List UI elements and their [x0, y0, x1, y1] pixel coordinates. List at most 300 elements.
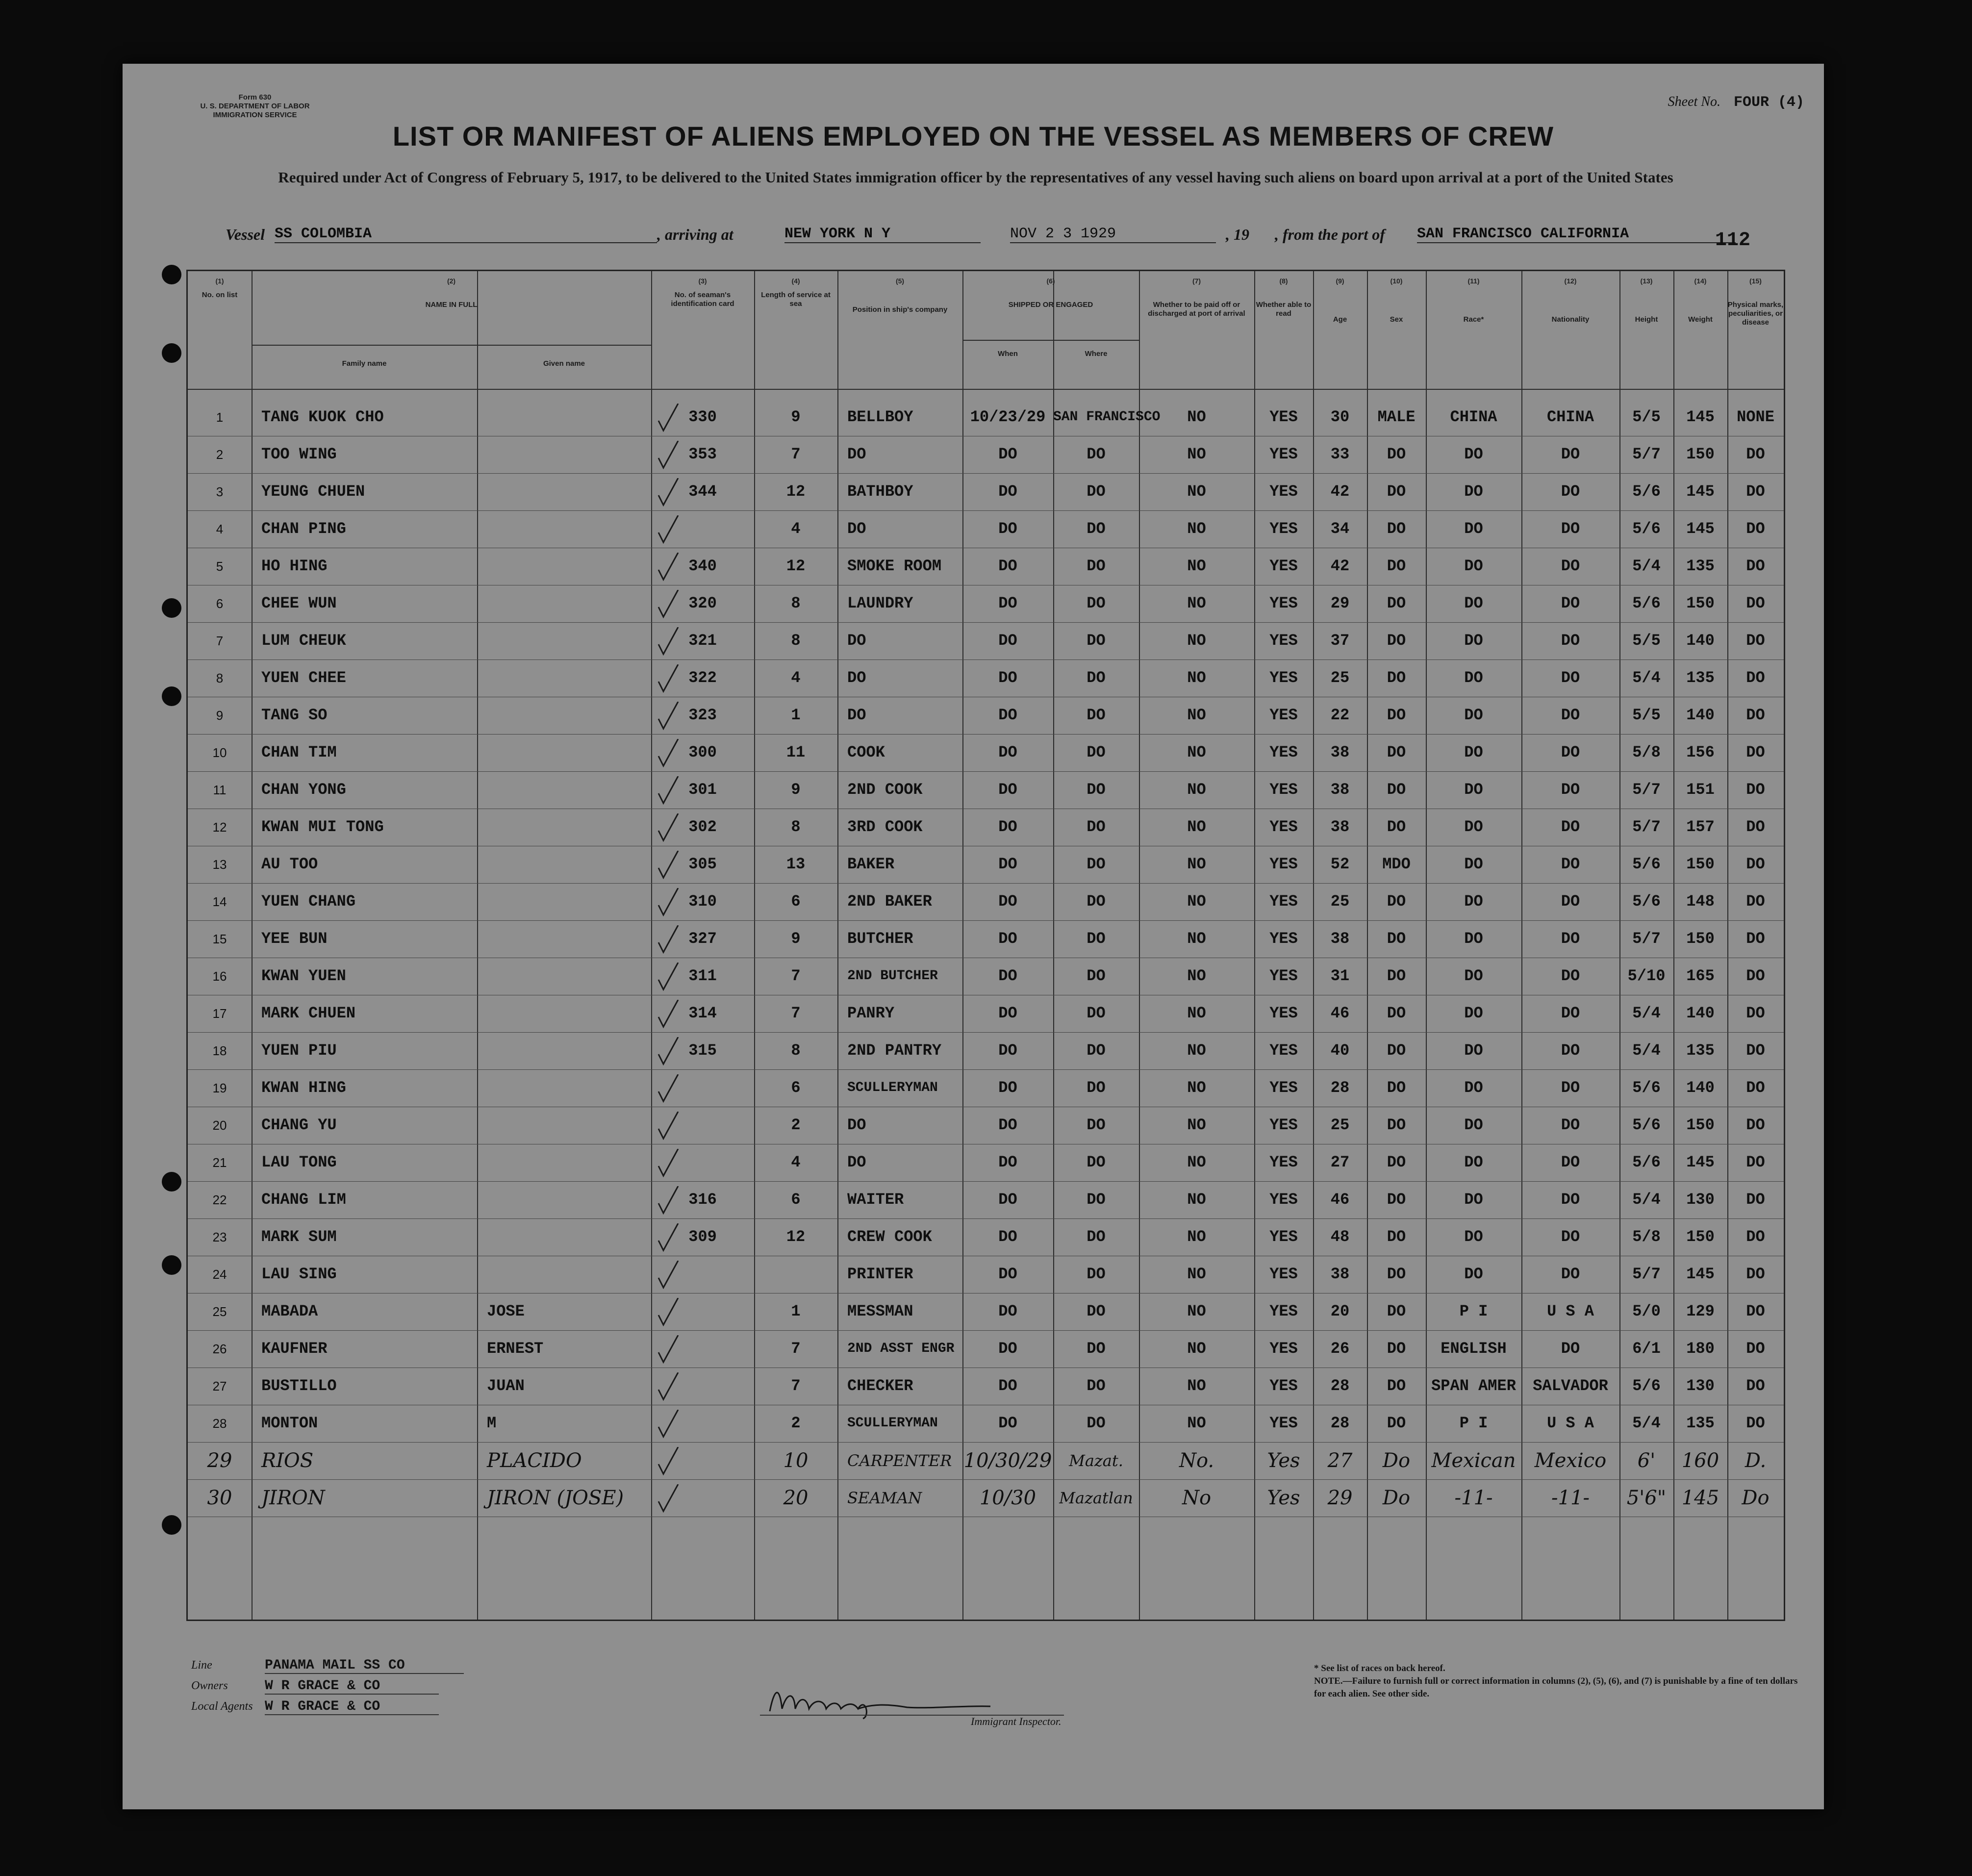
header-no-on-list: No. on list — [202, 291, 238, 299]
cell-weight: 135 — [1686, 669, 1715, 687]
cell-weight: 151 — [1686, 781, 1715, 799]
cell-position: PANRY — [847, 1004, 895, 1022]
cell-length: 4 — [791, 669, 801, 687]
cell-weight: 150 — [1686, 1228, 1715, 1246]
cell-position: CREW COOK — [847, 1228, 932, 1246]
cell-family: LAU SING — [261, 1265, 337, 1283]
cell-card: 301 — [688, 781, 717, 799]
cell-read: YES — [1269, 669, 1298, 687]
cell-nat: DO — [1561, 855, 1580, 873]
punch-hole — [162, 265, 181, 284]
cell-paid: NO — [1187, 520, 1206, 538]
cell-sex: DO — [1387, 1265, 1406, 1283]
cell-read: YES — [1269, 706, 1298, 724]
cell-family: YUEN PIU — [261, 1041, 337, 1060]
cell-weight: 130 — [1686, 1191, 1715, 1209]
cell-paid: NO — [1187, 1302, 1206, 1320]
agents-row — [191, 1696, 464, 1717]
cell-sex: DO — [1387, 1340, 1406, 1358]
cell-weight: 157 — [1686, 818, 1715, 836]
cell-n: 24 — [212, 1267, 227, 1282]
cell-length: 8 — [791, 594, 801, 612]
cell-family: CHAN TIM — [261, 743, 337, 761]
cell-read: YES — [1269, 930, 1298, 948]
cell-when: DO — [998, 1041, 1017, 1060]
cell-read: YES — [1269, 1377, 1298, 1395]
cell-weight: 140 — [1686, 706, 1715, 724]
cell-when: DO — [998, 557, 1017, 575]
cell-read: YES — [1269, 1265, 1298, 1283]
check-mark-icon — [656, 1484, 681, 1514]
cell-race: DO — [1464, 855, 1483, 873]
cell-position: BUTCHER — [847, 930, 913, 948]
from-port-value: SAN FRANCISCO CALIFORNIA — [1417, 226, 1736, 243]
cell-marks: DO — [1746, 1302, 1765, 1320]
cell-race: DO — [1464, 743, 1483, 761]
table-row — [188, 1405, 1784, 1442]
cell-when: DO — [998, 818, 1017, 836]
cell-n: 9 — [216, 708, 224, 723]
check-mark-icon — [656, 1186, 681, 1216]
cell-where: DO — [1087, 1377, 1106, 1395]
cell-given — [477, 883, 661, 920]
cell-card: 321 — [688, 632, 717, 650]
form-agency-header — [181, 93, 329, 120]
check-mark-icon — [656, 590, 681, 619]
cell-family: KWAN HING — [261, 1079, 346, 1097]
check-mark-icon — [656, 776, 681, 806]
cell-family: JIRON — [261, 1487, 325, 1509]
cell-marks: DO — [1746, 781, 1765, 799]
cell-paid: No — [1182, 1487, 1212, 1509]
cell-height: 5/4 — [1632, 1004, 1661, 1022]
cell-race: Mexican — [1431, 1449, 1516, 1472]
cell-given: JIRON (JOSE) — [487, 1487, 624, 1509]
cell-position: CHECKER — [847, 1377, 913, 1395]
cell-weight: 150 — [1686, 594, 1715, 612]
cell-age: 25 — [1330, 669, 1350, 687]
vessel-value: SS COLOMBIA — [275, 226, 657, 243]
cell-given — [477, 958, 661, 995]
cell-when: 10/30/29 — [963, 1449, 1052, 1472]
cell-age: 31 — [1330, 967, 1350, 985]
cell-paid: NO — [1187, 594, 1206, 612]
header-family-name: Family name — [342, 359, 387, 368]
cell-weight: 130 — [1686, 1377, 1715, 1395]
cell-length: 10 — [783, 1449, 809, 1472]
cell-position: LAUNDRY — [847, 594, 913, 612]
cell-read: YES — [1269, 1191, 1298, 1209]
cell-family: CHAN YONG — [261, 781, 346, 799]
cell-paid: NO — [1187, 1004, 1206, 1022]
cell-where: DO — [1087, 781, 1106, 799]
cell-where: DO — [1087, 1004, 1106, 1022]
cell-n: 10 — [212, 745, 227, 760]
table-row — [188, 995, 1784, 1032]
cell-card: 311 — [688, 967, 717, 985]
cell-when: DO — [998, 594, 1017, 612]
cell-given — [477, 473, 661, 510]
cell-read: YES — [1269, 781, 1298, 799]
cell-weight: 148 — [1686, 892, 1715, 911]
cell-n: 3 — [216, 484, 224, 499]
cell-marks: DO — [1746, 594, 1765, 612]
cell-paid: NO — [1187, 632, 1206, 650]
cell-race: DO — [1464, 1041, 1483, 1060]
cell-race: DO — [1464, 557, 1483, 575]
cell-length: 12 — [786, 557, 806, 575]
cell-sex: DO — [1387, 892, 1406, 911]
cell-where: Mazat. — [1069, 1451, 1123, 1470]
cell-given — [477, 995, 661, 1032]
cell-age: 40 — [1330, 1041, 1350, 1060]
cell-paid: NO — [1187, 1265, 1206, 1283]
cell-nat: DO — [1561, 1004, 1580, 1022]
cell-paid: NO — [1187, 818, 1206, 836]
check-mark-icon — [656, 1335, 681, 1365]
cell-n: 12 — [212, 820, 227, 835]
cell-race: DO — [1464, 520, 1483, 538]
table-row — [188, 1293, 1784, 1330]
cell-nat: U S A — [1546, 1302, 1594, 1320]
table-row — [188, 846, 1784, 883]
form-title: LIST OR MANIFEST OF ALIENS EMPLOYED ON THE VESSEL AS MEMBERS OF CREW — [392, 121, 1554, 152]
cell-when: DO — [998, 1377, 1017, 1395]
cell-length: 7 — [791, 1340, 801, 1358]
cell-where: DO — [1087, 855, 1106, 873]
cell-length: 11 — [786, 743, 806, 761]
cell-family: TANG SO — [261, 706, 328, 724]
punch-hole — [162, 686, 181, 706]
cell-given — [477, 436, 661, 473]
cell-where: DO — [1087, 1191, 1106, 1209]
table-row — [188, 771, 1784, 809]
cell-age: 38 — [1330, 818, 1350, 836]
cell-read: YES — [1269, 967, 1298, 985]
cell-nat: DO — [1561, 1228, 1580, 1246]
cell-weight: 140 — [1686, 632, 1715, 650]
cell-race: DO — [1464, 669, 1483, 687]
cell-position: BELLBOY — [847, 408, 913, 426]
cell-weight: 145 — [1686, 482, 1715, 501]
cell-family: LUM CHEUK — [261, 632, 346, 650]
cell-age: 30 — [1330, 408, 1350, 426]
cell-position: COOK — [847, 743, 885, 761]
cell-position: SEAMAN — [847, 1489, 922, 1507]
cell-read: YES — [1269, 408, 1298, 426]
cell-paid: NO — [1187, 1228, 1206, 1246]
cell-where: DO — [1087, 1340, 1106, 1358]
cell-paid: NO — [1187, 1041, 1206, 1060]
cell-sex: DO — [1387, 594, 1406, 612]
cell-position: DO — [847, 445, 866, 463]
cell-where: DO — [1087, 892, 1106, 911]
table-row — [188, 510, 1784, 548]
cell-nat: DO — [1561, 1041, 1580, 1060]
cell-read: YES — [1269, 1228, 1298, 1246]
cell-read: Yes — [1267, 1449, 1300, 1472]
cell-paid: NO — [1187, 706, 1206, 724]
cell-sex: DO — [1387, 1302, 1406, 1320]
from-port-label: , from the port of — [1275, 226, 1385, 243]
cell-position: 3RD COOK — [847, 818, 923, 836]
cell-card: 340 — [688, 557, 717, 575]
cell-nat: DO — [1561, 632, 1580, 650]
cell-height: 6' — [1637, 1449, 1656, 1472]
cell-race: -11- — [1454, 1487, 1493, 1509]
cell-height: 5/4 — [1632, 1041, 1661, 1060]
cell-card: 330 — [688, 408, 717, 426]
cell-sex: DO — [1387, 1116, 1406, 1134]
cell-race: DO — [1464, 1116, 1483, 1134]
cell-read: YES — [1269, 632, 1298, 650]
header-age: Age — [1333, 315, 1347, 324]
cell-marks: DO — [1746, 855, 1765, 873]
cell-paid: NO — [1187, 930, 1206, 948]
cell-marks: DO — [1746, 1116, 1765, 1134]
cell-sex: DO — [1387, 1079, 1406, 1097]
cell-age: 38 — [1330, 743, 1350, 761]
cell-height: 5/6 — [1632, 482, 1661, 501]
cell-family: AU TOO — [261, 855, 318, 873]
cell-family: YUEN CHEE — [261, 669, 346, 687]
cell-family: MONTON — [261, 1414, 318, 1432]
cell-paid: NO — [1187, 669, 1206, 687]
punch-hole — [162, 343, 181, 363]
cell-weight: 145 — [1686, 520, 1715, 538]
cell-card: 302 — [688, 818, 717, 836]
cell-nat: DO — [1561, 892, 1580, 911]
table-row — [188, 1330, 1784, 1368]
cell-marks: DO — [1746, 743, 1765, 761]
check-mark-icon — [656, 553, 681, 582]
cell-card: 310 — [688, 892, 717, 911]
cell-height: 5/10 — [1627, 967, 1666, 985]
cell-when: DO — [998, 669, 1017, 687]
cell-given — [477, 809, 661, 846]
cell-sex: DO — [1387, 669, 1406, 687]
cell-card: 300 — [688, 743, 717, 761]
cell-weight: 160 — [1681, 1449, 1719, 1472]
cell-age: 34 — [1330, 520, 1350, 538]
table-row — [188, 1032, 1784, 1069]
cell-height: 5/6 — [1632, 594, 1661, 612]
cell-position: DO — [847, 520, 866, 538]
cell-length: 9 — [791, 781, 801, 799]
cell-given — [477, 697, 661, 734]
arriving-label: , arriving at — [657, 226, 733, 243]
cell-marks: DO — [1746, 1414, 1765, 1432]
cell-weight: 135 — [1686, 1041, 1715, 1060]
cell-position: BATHBOY — [847, 482, 913, 501]
races-note: * See list of races on back hereof. — [1314, 1663, 1445, 1673]
column-number: (3) — [698, 277, 707, 285]
cell-nat: DO — [1561, 669, 1580, 687]
check-mark-icon — [656, 404, 681, 433]
cell-nat: U S A — [1546, 1414, 1594, 1432]
cell-when: DO — [998, 1302, 1017, 1320]
cell-given — [477, 1032, 661, 1069]
cell-age: 38 — [1330, 930, 1350, 948]
cell-position: DO — [847, 706, 866, 724]
cell-card: 327 — [688, 930, 717, 948]
cell-card: 305 — [688, 855, 717, 873]
cell-height: 5/8 — [1632, 743, 1661, 761]
cell-race: DO — [1464, 930, 1483, 948]
cell-sex: MALE — [1377, 408, 1416, 426]
cell-weight: 145 — [1686, 1153, 1715, 1171]
cell-when: DO — [998, 706, 1017, 724]
cell-age: 27 — [1327, 1449, 1353, 1472]
cell-length: 6 — [791, 1079, 801, 1097]
cell-position: MESSMAN — [847, 1302, 913, 1320]
cell-length: 2 — [791, 1116, 801, 1134]
cell-age: 20 — [1330, 1302, 1350, 1320]
cell-height: 5/4 — [1632, 1414, 1661, 1432]
year-label: , 19 — [1226, 226, 1249, 243]
check-mark-icon — [656, 1410, 681, 1439]
cell-nat: DO — [1561, 818, 1580, 836]
penalty-note: NOTE.—Failure to furnish full or correct information in columns (2), (5), (6), and (7) is punishable by a fine of ten dollars for each alien. See other side. — [1314, 1676, 1798, 1699]
cell-marks: DO — [1746, 632, 1765, 650]
punch-hole — [162, 598, 181, 618]
cell-card: 320 — [688, 594, 717, 612]
cell-n: 17 — [212, 1006, 227, 1021]
cell-paid: NO — [1187, 967, 1206, 985]
line-row — [191, 1655, 464, 1675]
header-position: Position in ship's company — [852, 305, 948, 314]
cell-n: 14 — [212, 894, 227, 909]
table-row — [188, 1256, 1784, 1293]
cell-where: DO — [1087, 1153, 1106, 1171]
cell-length: 8 — [791, 632, 801, 650]
cell-position: 2ND BAKER — [847, 892, 932, 911]
cell-marks: DO — [1746, 1340, 1765, 1358]
department-name: U. S. DEPARTMENT OF LABOR — [200, 102, 310, 110]
cell-given: PLACIDO — [487, 1449, 582, 1472]
cell-marks: DO — [1746, 482, 1765, 501]
check-mark-icon — [656, 1447, 681, 1476]
check-mark-icon — [656, 702, 681, 731]
cell-family: KAUFNER — [261, 1340, 328, 1358]
cell-age: 42 — [1330, 482, 1350, 501]
cell-nat: -11- — [1551, 1487, 1590, 1509]
cell-where: DO — [1087, 557, 1106, 575]
check-mark-icon — [656, 1372, 681, 1402]
cell-weight: 180 — [1686, 1340, 1715, 1358]
cell-paid: NO — [1187, 445, 1206, 463]
cell-where: DO — [1087, 818, 1106, 836]
cell-given: JUAN — [487, 1377, 525, 1395]
cell-when: DO — [998, 743, 1017, 761]
check-mark-icon — [656, 888, 681, 917]
cell-where: DO — [1087, 967, 1106, 985]
line-label: Line — [191, 1659, 212, 1672]
cell-height: 5/6 — [1632, 892, 1661, 911]
cell-sex: DO — [1387, 1191, 1406, 1209]
cell-position: 2ND BUTCHER — [847, 968, 938, 984]
table-row — [188, 1479, 1784, 1517]
cell-where: DO — [1087, 1302, 1106, 1320]
cell-sex: DO — [1387, 632, 1406, 650]
cell-where: DO — [1087, 445, 1106, 463]
cell-where: DO — [1087, 482, 1106, 501]
cell-weight: 140 — [1686, 1079, 1715, 1097]
cell-length: 1 — [791, 706, 801, 724]
cell-marks: DO — [1746, 892, 1765, 911]
cell-given — [477, 1107, 661, 1144]
cell-age: 25 — [1330, 892, 1350, 911]
cell-position: SCULLERYMAN — [847, 1080, 938, 1095]
cell-nat: SALVADOR — [1533, 1377, 1608, 1395]
column-number: (14) — [1694, 277, 1707, 285]
cell-sex: DO — [1387, 445, 1406, 463]
cell-race: DO — [1464, 482, 1483, 501]
cell-length: 6 — [791, 1191, 801, 1209]
cell-when: DO — [998, 855, 1017, 873]
cell-race: SPAN AMER — [1431, 1377, 1516, 1395]
cell-n: 6 — [216, 596, 224, 611]
punch-hole — [162, 1255, 181, 1275]
cell-family: CHANG YU — [261, 1116, 337, 1134]
inspector-label: Immigrant Inspector. — [971, 1715, 1062, 1727]
cell-when: 10/30 — [979, 1487, 1037, 1509]
cell-position: DO — [847, 669, 866, 687]
cell-age: 28 — [1330, 1377, 1350, 1395]
cell-race: P I — [1459, 1302, 1488, 1320]
cell-card: 309 — [688, 1228, 717, 1246]
cell-nat: DO — [1561, 1153, 1580, 1171]
cell-position: SCULLERYMAN — [847, 1416, 938, 1431]
cell-family: MARK CHUEN — [261, 1004, 356, 1022]
cell-sex: DO — [1387, 520, 1406, 538]
cell-n: 11 — [213, 783, 227, 797]
cell-marks: DO — [1746, 445, 1765, 463]
cell-read: YES — [1269, 1116, 1298, 1134]
cell-race: CHINA — [1450, 408, 1497, 426]
cell-where: DO — [1087, 1414, 1106, 1432]
check-mark-icon — [656, 963, 681, 992]
cell-sex: MDO — [1382, 855, 1411, 873]
cell-length: 8 — [791, 1041, 801, 1060]
cell-when: DO — [998, 632, 1017, 650]
cell-paid: NO — [1187, 743, 1206, 761]
cell-read: YES — [1269, 1004, 1298, 1022]
cell-length: 7 — [791, 967, 801, 985]
cell-race: DO — [1464, 781, 1483, 799]
check-mark-icon — [656, 1037, 681, 1066]
cell-height: 5/6 — [1632, 520, 1661, 538]
cell-given — [477, 585, 661, 622]
cell-card: 322 — [688, 669, 717, 687]
table-row — [188, 1107, 1784, 1144]
cell-height: 5/4 — [1632, 1191, 1661, 1209]
cell-n: 1 — [216, 410, 224, 425]
cell-card: 344 — [688, 482, 717, 501]
cell-where: DO — [1087, 706, 1106, 724]
cell-length — [754, 1256, 837, 1293]
column-number: (1) — [215, 277, 224, 285]
subheader-divider — [252, 345, 651, 346]
cell-sex: DO — [1387, 818, 1406, 836]
cell-sex: DO — [1387, 1041, 1406, 1060]
cell-family: RIOS — [261, 1449, 314, 1472]
cell-paid: NO — [1187, 855, 1206, 873]
cell-length: 7 — [791, 1377, 801, 1395]
cell-read: YES — [1269, 482, 1298, 501]
table-row — [188, 809, 1784, 846]
cell-where: DO — [1087, 632, 1106, 650]
